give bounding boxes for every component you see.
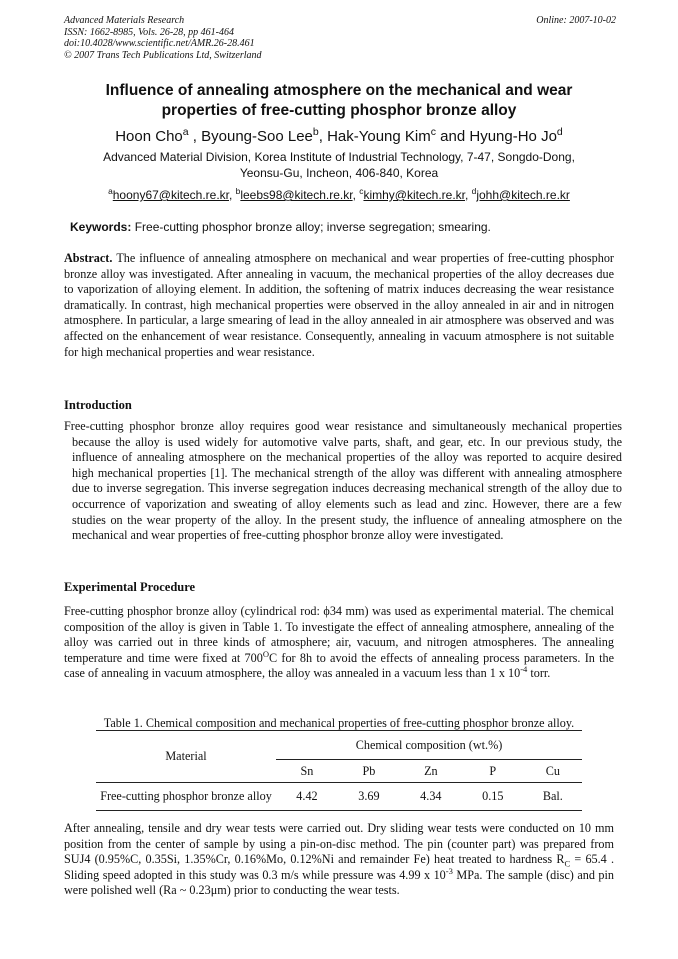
experimental-heading: Experimental Procedure	[64, 580, 196, 594]
title-line-2: properties of free-cutting phosphor bronze alloy	[161, 102, 517, 119]
hardness-subscript: C	[564, 858, 571, 869]
table-caption: Table 1. Chemical composition and mechanical properties of free-cutting phosphor bronze alloy.	[103, 716, 575, 730]
email-mark: a	[108, 186, 113, 196]
table-cell: 4.34	[400, 783, 462, 811]
table-cell-material: Free-cutting phosphor bronze alloy	[96, 783, 276, 811]
email-list: $^a$hoony67@kitech.re.kr, $^b$leebs98@kitech.re.kr, $^c$kimhy@kitech.re.kr, $^d$johh@kitech.re.kr	[108, 186, 570, 202]
author-1: Hoon Cho	[115, 128, 183, 145]
degree-mark: O	[262, 648, 269, 659]
exponent-mark: -3	[445, 865, 453, 876]
email-mark: b	[235, 186, 241, 196]
author-3-mark: c	[430, 126, 436, 138]
author-1-mark: a	[182, 126, 189, 138]
affiliation-line-1: Advanced Material Division, Korea Institute of Industrial Technology, 7-47, Songdo-Dong,	[103, 150, 575, 164]
author-separator: ,	[188, 128, 202, 145]
journal-header	[64, 15, 616, 61]
keywords-text: Free-cutting phosphor bronze alloy; inverse segregation; smearing.	[131, 220, 491, 234]
abstract-text: The influence of annealing atmosphere on mechanical and wear properties of free-cutting phosphor bronze alloy was investigated. After annealing in vacuum, the mechanical properties of the alloy decreases due to vaporization of alloying element. In addition, the softening of matrix induces decreasing the wear resistance dramatically. In contrast, high mechanical properties were observed in the alloy annealed in air and in nitrogen atmosphere. In particular, a large smearing of lead in the alloy annealed in air atmosphere was observed and was affected on the enhancement of wear resistance. Consequently, annealing in vacuum atmosphere is not suitable for high mechanical properties and wear resistance.	[64, 251, 614, 359]
author-separator: ,	[318, 128, 328, 145]
table-row	[96, 783, 582, 811]
exponent-mark: -4	[520, 664, 528, 675]
experimental-text-part-3: torr.	[527, 666, 551, 681]
author-4-mark: d	[556, 126, 563, 138]
online-date: Online: 2007-10-02	[536, 15, 616, 26]
issn-line: ISSN: 1662-8985, Vols. 26-28, pp 461-464	[64, 26, 234, 38]
table-header-composition: Chemical composition (wt.%)	[276, 731, 582, 760]
author-separator: and	[436, 128, 470, 145]
experimental-text-part-2: C for 8h to avoid the effects of annealing process parameters. In the case of annealing in vacuum atmosphere, the alloy was annealed in a vacuum less than 1 x 10	[64, 650, 614, 681]
wear-test-text-part-2: = 65.4 . Sliding speed adopted in this study was 0.3 m/s while pressure was 4.99 x 10	[64, 852, 615, 882]
author-2: Byoung-Soo Lee	[201, 128, 313, 145]
table-col-header: Pb	[338, 760, 400, 783]
experimental-text	[64, 604, 614, 682]
email-mark: c	[359, 186, 364, 196]
author-list	[60, 123, 618, 146]
introduction-heading: Introduction	[64, 398, 132, 412]
table-col-header: Zn	[400, 760, 462, 783]
email-link-2[interactable]: leebs98@kitech.re.kr	[240, 188, 353, 202]
wear-test-text	[64, 821, 614, 899]
affiliation	[72, 149, 606, 181]
email-mark: d	[471, 186, 477, 196]
introduction-text: Free-cutting phosphor bronze alloy requires good wear resistance and simultaneously mechanical properties because the alloy is used widely for automotive valve parts, shaft, and gear, etc. In our previous study, the influence of annealing atmosphere on the mechanical properties of the alloy was reported to acquire desired high mechanical properties [1]. The mechanical strength of the alloy was different with annealing atmosphere due to inverse segregation. This inverse segregation induces decreasing mechanical strength of the alloy due to occurrence of vaporization and sweating of alloy elements such as lead and zinc. However, there are a few studies on the wear property of the alloy. In the present study, the influence of annealing atmosphere on the mechanical and wear properties of free-cutting phosphor bronze alloy were investigated.	[64, 419, 622, 543]
table-col-header: Sn	[276, 760, 338, 783]
table-cell: 0.15	[462, 783, 524, 811]
doi-line: doi:10.4028/www.scientific.net/AMR.26-28.461	[64, 38, 255, 49]
abstract-label: Abstract.	[64, 251, 113, 265]
keywords-label: Keywords:	[70, 220, 132, 234]
affiliation-line-2: Yeonsu-Gu, Incheon, 406-840, Korea	[239, 166, 439, 180]
table-cell: 4.42	[276, 783, 338, 811]
table-cell: Bal.	[524, 783, 582, 811]
experimental-text-part-1: Free-cutting phosphor bronze alloy (cylindrical rod: ϕ34 mm) was used as experimental material. The chemical composition of the alloy is given in Table 1. To investigate the effect of annealing atmosphere, annealing of the alloy was carried out in three kinds of atmosphere; air, vacuum, and nitrogen atmospheres. The annealing temperature and time were fixed at 700	[64, 604, 614, 665]
keywords	[70, 219, 610, 235]
email-link-3[interactable]: kimhy@kitech.re.kr	[363, 188, 465, 202]
composition-table	[96, 730, 582, 811]
table-cell: 3.69	[338, 783, 400, 811]
table-col-header: P	[462, 760, 524, 783]
abstract	[64, 251, 614, 360]
author-2-mark: b	[312, 126, 319, 138]
journal-name: Advanced Materials Research	[64, 15, 185, 26]
wear-test-text-part-1: After annealing, tensile and dry wear tests were carried out. Dry sliding wear tests were conducted on 10 mm position from the center of sample by using a pin-on-disc method. The pin (counter part) was prepared from SUJ4 (0.95%C, 0.35Si, 1.35%Cr, 0.16%Mo, 0.12%Ni and remainder Fe) heat treated to hardness R	[64, 821, 614, 867]
wear-test-text-part-3: MPa. The sample (disc) and pin were polished well (Ra ~ 0.23μm) prior to conducting the wear tests.	[64, 867, 614, 898]
table-col-header: Cu	[524, 760, 582, 783]
table-header-material: Material	[96, 731, 276, 783]
title-line-1: Influence of annealing atmosphere on the mechanical and wear	[105, 82, 573, 99]
email-link-1[interactable]: hoony67@kitech.re.kr	[112, 188, 229, 202]
email-link-4[interactable]: johh@kitech.re.kr	[476, 188, 570, 202]
author-3: Hak-Young Kim	[327, 128, 431, 145]
paper-title	[60, 81, 618, 121]
copyright-line: © 2007 Trans Tech Publications Ltd, Switzerland	[64, 49, 262, 61]
author-4: Hyung-Ho Jo	[469, 128, 557, 145]
